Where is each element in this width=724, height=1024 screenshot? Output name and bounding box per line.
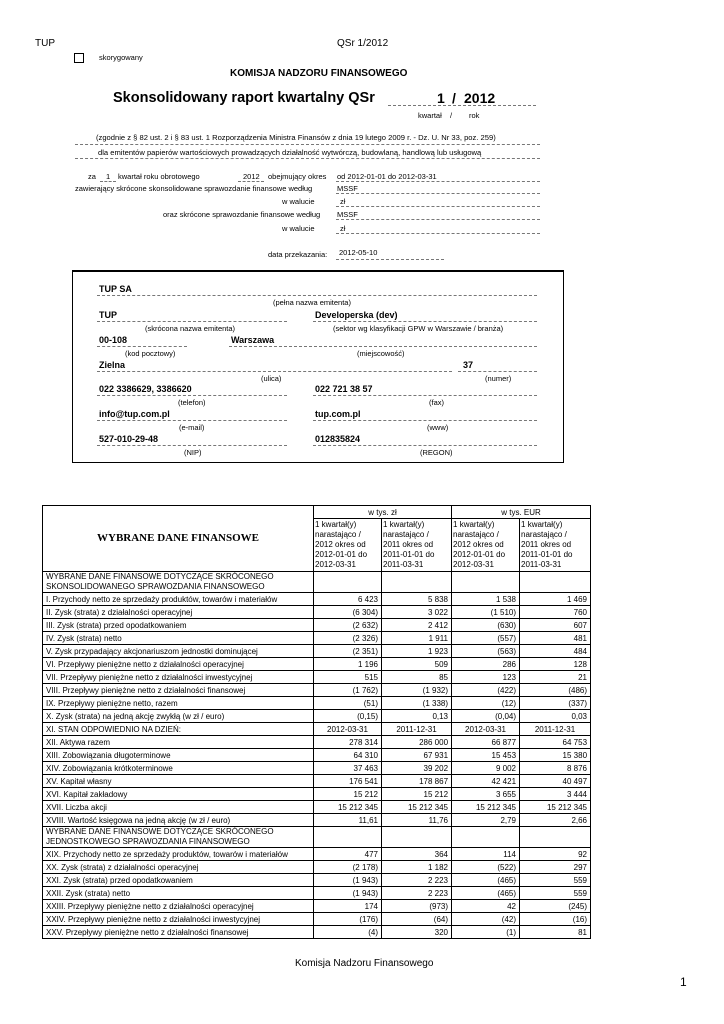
consolidated-label: zawierający skrócone skonsolidowane sprawozdanie finansowe według (75, 184, 313, 193)
value-cell: 40 497 (520, 775, 591, 788)
issuer-email-label: (e-mail) (179, 423, 205, 432)
table-row (43, 645, 591, 658)
title-quarter: 1 (437, 90, 445, 106)
section-row (43, 572, 591, 593)
financial-table (42, 505, 591, 939)
consolidated-line (336, 193, 540, 194)
period-header-line: 2012-01-01 do (453, 550, 506, 559)
value-cell: 3 022 (382, 606, 452, 619)
www-line (313, 420, 537, 421)
value-cell: 559 (520, 887, 591, 900)
row-label: XVIII. Wartość księgowa na jedną akcję (w zł / euro) (43, 814, 314, 827)
row-label: XXI. Zysk (strata) przed opodatkowaniem (43, 874, 314, 887)
issuer-full-name-label: (pełna nazwa emitenta) (273, 298, 351, 307)
issuer-postal: 00-108 (99, 335, 128, 345)
header-left: TUP (35, 38, 55, 49)
value-cell: (2 632) (314, 619, 382, 632)
title-sub-year: rok (469, 111, 480, 120)
date-line (336, 259, 444, 260)
issuer-postal-label: (kod pocztowy) (125, 349, 176, 358)
value-cell: 2 412 (382, 619, 452, 632)
currency-line (336, 206, 540, 207)
title-sub-quarter: kwartał (418, 111, 442, 120)
table-row (43, 887, 591, 900)
header-center: QSr 1/2012 (337, 38, 389, 49)
value-cell: (12) (452, 697, 520, 710)
value-cell: 21 (520, 671, 591, 684)
row-label: XII. Aktywa razem (43, 736, 314, 749)
row-label: IV. Zysk (strata) netto (43, 632, 314, 645)
value-cell: 515 (314, 671, 382, 684)
value-cell: 297 (520, 861, 591, 874)
issuer-fax: 022 721 38 57 (315, 384, 373, 394)
title-slash: / (452, 90, 456, 106)
commission-title: KOMISJA NADZORU FINANSOWEGO (230, 68, 408, 79)
row-label: XVII. Liczba akcji (43, 801, 314, 814)
phone-line (97, 395, 287, 396)
value-cell: 2,79 (452, 814, 520, 827)
table-header-currency-row (43, 506, 591, 519)
consolidated-value: MSSF (337, 184, 358, 193)
issuer-regon-label: (REGON) (420, 448, 453, 457)
period-header-line: 1 kwartał(y) (521, 520, 563, 529)
section-label (43, 827, 314, 848)
value-cell: 128 (520, 658, 591, 671)
value-cell: 15 212 345 (520, 801, 591, 814)
value-cell: 0,13 (382, 710, 452, 723)
table-row (43, 788, 591, 801)
row-label: XXIII. Przepływy pieniężne netto z działalności operacyjnej (43, 900, 314, 913)
issuer-sector: Developerska (dev) (315, 310, 398, 320)
section-row (43, 827, 591, 848)
table-title: WYBRANE DANE FINANSOWE (43, 506, 314, 572)
row-label: II. Zysk (strata) z działalności operacyjnej (43, 606, 314, 619)
currency2-line (336, 233, 540, 234)
table-row (43, 861, 591, 874)
table-row (43, 658, 591, 671)
number-line (458, 371, 537, 372)
legal-scope-line (75, 158, 540, 159)
issuer-nip-label: (NIP) (184, 448, 202, 457)
value-cell: (630) (452, 619, 520, 632)
value-cell: (563) (452, 645, 520, 658)
value-cell: 1 923 (382, 645, 452, 658)
eur-header: w tys. EUR (452, 506, 591, 519)
table-row (43, 697, 591, 710)
empty-cell (520, 827, 591, 848)
value-cell: 85 (382, 671, 452, 684)
row-label: XX. Zysk (strata) z działalności operacyjnej (43, 861, 314, 874)
table-row (43, 874, 591, 887)
value-cell: 1 182 (382, 861, 452, 874)
table-row (43, 762, 591, 775)
value-cell: (4) (314, 926, 382, 939)
period-header-line: 1 kwartał(y) (453, 520, 495, 529)
issuer-nip: 527-010-29-48 (99, 434, 159, 444)
value-cell: 2,66 (520, 814, 591, 827)
value-cell: 1 538 (452, 593, 520, 606)
footer-text: Komisja Nadzoru Finansowego (295, 958, 434, 969)
value-cell: 760 (520, 606, 591, 619)
legal-basis-line (75, 144, 540, 145)
value-cell: 1 196 (314, 658, 382, 671)
period-header-cell (314, 519, 382, 572)
period-header-cell (382, 519, 452, 572)
period-header-line: 2011-03-31 (383, 560, 424, 569)
table-row (43, 900, 591, 913)
value-cell: (1 943) (314, 887, 382, 900)
row-label: I. Przychody netto ze sprzedaży produktów, towarów i materiałów (43, 593, 314, 606)
value-cell: (1 932) (382, 684, 452, 697)
empty-cell (452, 827, 520, 848)
period-header-line: 2011 okres od (521, 540, 572, 549)
empty-cell (314, 572, 382, 593)
currency2-label: w walucie (282, 224, 315, 233)
email-line (97, 420, 287, 421)
value-cell: 5 838 (382, 593, 452, 606)
regon-line (313, 445, 537, 446)
value-cell: 1 469 (520, 593, 591, 606)
table-row (43, 913, 591, 926)
value-cell: 39 202 (382, 762, 452, 775)
period-header-line: 2012-03-31 (453, 560, 494, 569)
short-name-line (97, 321, 287, 322)
issuer-number-label: (numer) (485, 374, 512, 383)
period-header-line: 2011 okres od (383, 540, 434, 549)
page-number: 1 (680, 975, 687, 989)
corrected-checkbox[interactable] (74, 53, 84, 63)
legal-scope: dla emitentów papierów wartościowych prowadzących działalność wytwórczą, budowlaną, handlową lub usługową (98, 148, 482, 157)
row-label: XXIV. Przepływy pieniężne netto z działalności inwestycyjnej (43, 913, 314, 926)
issuer-short-name: TUP (99, 310, 117, 320)
fax-line (313, 395, 537, 396)
postal-line (97, 346, 187, 347)
value-cell: (51) (314, 697, 382, 710)
value-cell: (337) (520, 697, 591, 710)
value-cell: 81 (520, 926, 591, 939)
value-cell: 9 002 (452, 762, 520, 775)
section-label (43, 572, 314, 593)
section-label-line: JEDNOSTKOWEGO SPRAWOZDANIA FINANSOWEGO (46, 837, 250, 846)
row-label: V. Zysk przypadający akcjonariuszom jednostki dominującej (43, 645, 314, 658)
value-cell: 15 453 (452, 749, 520, 762)
value-cell: 509 (382, 658, 452, 671)
value-cell: 364 (382, 848, 452, 861)
value-cell: (1 510) (452, 606, 520, 619)
quarter-no-line (100, 181, 116, 182)
issuer-phone: 022 3386629, 3386620 (99, 384, 192, 394)
value-cell: 2012-03-31 (452, 723, 520, 736)
section-label-line: WYBRANE DANE FINANSOWE DOTYCZĄCE SKRÓCONEGO (46, 572, 274, 581)
value-cell: (973) (382, 900, 452, 913)
empty-cell (452, 572, 520, 593)
issuer-email[interactable]: info@tup.com.pl (99, 409, 170, 419)
table-row (43, 848, 591, 861)
value-cell: 67 931 (382, 749, 452, 762)
issuer-www-label: (www) (427, 423, 449, 432)
issuer-phone-label: (telefon) (178, 398, 206, 407)
empty-cell (382, 572, 452, 593)
value-cell: (557) (452, 632, 520, 645)
period-quarter-label: kwartał roku obrotowego (118, 172, 200, 181)
issuer-number: 37 (463, 360, 474, 370)
date-value: 2012-05-10 (339, 248, 378, 257)
value-cell: (42) (452, 913, 520, 926)
value-cell: 481 (520, 632, 591, 645)
report-title: Skonsolidowany raport kwartalny QSr (113, 90, 375, 106)
table-row (43, 749, 591, 762)
table-row (43, 684, 591, 697)
issuer-city-label: (miejscowość) (357, 349, 405, 358)
row-label: XVI. Kapitał zakładowy (43, 788, 314, 801)
value-cell: 15 212 (382, 788, 452, 801)
issuer-full-name: TUP SA (99, 284, 132, 294)
issuer-www[interactable]: tup.com.pl (315, 409, 361, 419)
value-cell: 2012-03-31 (314, 723, 382, 736)
year-line (238, 181, 264, 182)
value-cell: 15 212 345 (382, 801, 452, 814)
period-header-cell (452, 519, 520, 572)
period-header-line: 2011-01-01 do (383, 550, 435, 559)
separate-line (336, 219, 540, 220)
pln-header: w tys. zł (314, 506, 452, 519)
value-cell: 286 000 (382, 736, 452, 749)
value-cell: (245) (520, 900, 591, 913)
value-cell: (1) (452, 926, 520, 939)
value-cell: (486) (520, 684, 591, 697)
row-label: XXV. Przepływy pieniężne netto z działalności finansowej (43, 926, 314, 939)
row-label: XV. Kapitał własny (43, 775, 314, 788)
value-cell: 484 (520, 645, 591, 658)
row-label: III. Zysk (strata) przed opodatkowaniem (43, 619, 314, 632)
title-year: 2012 (464, 90, 496, 106)
sector-line (313, 321, 537, 322)
table-row (43, 710, 591, 723)
value-cell: 2011-12-31 (382, 723, 452, 736)
value-cell: (176) (314, 913, 382, 926)
value-cell: 2011-12-31 (520, 723, 591, 736)
period-covering-value: od 2012-01-01 do 2012-03-31 (337, 172, 437, 181)
section-label-line: WYBRANE DANE FINANSOWE DOTYCZĄCE SKRÓCONEGO (46, 827, 274, 836)
table-row (43, 775, 591, 788)
nip-line (97, 445, 287, 446)
value-cell: 3 444 (520, 788, 591, 801)
corrected-label: skorygowany (99, 53, 143, 62)
value-cell: 15 212 345 (314, 801, 382, 814)
value-cell: 66 877 (452, 736, 520, 749)
table-row (43, 723, 591, 736)
value-cell: 174 (314, 900, 382, 913)
value-cell: 286 (452, 658, 520, 671)
issuer-city: Warszawa (231, 335, 275, 345)
value-cell: 11,61 (314, 814, 382, 827)
period-header-line: narastająco / (453, 530, 499, 539)
value-cell: 123 (452, 671, 520, 684)
currency2-value: zł (340, 224, 346, 233)
value-cell: 2 223 (382, 887, 452, 900)
row-label: X. Zysk (strata) na jedną akcję zwykłą (w zł / euro) (43, 710, 314, 723)
value-cell: 176 541 (314, 775, 382, 788)
city-line (229, 346, 537, 347)
table-row (43, 736, 591, 749)
value-cell: (1 943) (314, 874, 382, 887)
value-cell: 559 (520, 874, 591, 887)
value-cell: (2 326) (314, 632, 382, 645)
value-cell: (522) (452, 861, 520, 874)
title-underline (388, 105, 536, 106)
period-header-line: 1 kwartał(y) (315, 520, 357, 529)
legal-basis: (zgodnie z § 82 ust. 2 i § 83 ust. 1 Rozporządzenia Ministra Finansów z dnia 19 lutego 2009 r. - Dz. U. Nr 33, poz. 259) (96, 133, 496, 142)
period-header-line: 2011-01-01 do (521, 550, 573, 559)
separate-label: oraz skrócone sprawozdanie finansowe według (163, 210, 321, 219)
period-header-line: 1 kwartał(y) (383, 520, 425, 529)
issuer-street: Zielna (99, 360, 126, 370)
table-row (43, 801, 591, 814)
value-cell: 8 876 (520, 762, 591, 775)
issuer-short-name-label: (skrócona nazwa emitenta) (145, 324, 236, 333)
value-cell: 15 212 345 (452, 801, 520, 814)
value-cell: (465) (452, 887, 520, 900)
value-cell: 2 223 (382, 874, 452, 887)
currency-value: zł (340, 197, 346, 206)
table-row (43, 593, 591, 606)
value-cell: (422) (452, 684, 520, 697)
date-label: data przekazania: (268, 250, 328, 259)
table-row (43, 619, 591, 632)
value-cell: 42 421 (452, 775, 520, 788)
value-cell: 6 423 (314, 593, 382, 606)
value-cell: (64) (382, 913, 452, 926)
value-cell: 1 911 (382, 632, 452, 645)
row-label: VI. Przepływy pieniężne netto z działalności operacyjnej (43, 658, 314, 671)
value-cell: 3 655 (452, 788, 520, 801)
value-cell: 92 (520, 848, 591, 861)
full-name-line (97, 295, 537, 296)
value-cell: 37 463 (314, 762, 382, 775)
period-header-line: 2012-01-01 do (315, 550, 368, 559)
value-cell: 64 310 (314, 749, 382, 762)
table-row (43, 606, 591, 619)
value-cell: (2 351) (314, 645, 382, 658)
issuer-sector-label: (sektor wg klasyfikacji GPW w Warszawie / branża) (333, 324, 504, 333)
period-covering-label: obejmujący okres (268, 172, 327, 181)
value-cell: 11,76 (382, 814, 452, 827)
value-cell: 278 314 (314, 736, 382, 749)
value-cell: 42 (452, 900, 520, 913)
value-cell: 607 (520, 619, 591, 632)
value-cell: 64 753 (520, 736, 591, 749)
currency-label: w walucie (282, 197, 315, 206)
period-header-cell (520, 519, 591, 572)
value-cell: 114 (452, 848, 520, 861)
separate-value: MSSF (337, 210, 358, 219)
row-label: IX. Przepływy pieniężne netto, razem (43, 697, 314, 710)
value-cell: (1 338) (382, 697, 452, 710)
issuer-fax-label: (fax) (429, 398, 444, 407)
period-za: za (88, 172, 96, 181)
value-cell: (2 178) (314, 861, 382, 874)
row-label: XI. STAN ODPOWIEDNIO NA DZIEŃ: (43, 723, 314, 736)
empty-cell (382, 827, 452, 848)
row-label: XIX. Przychody netto ze sprzedaży produktów, towarów i materiałów (43, 848, 314, 861)
period-header-line: narastająco / (315, 530, 361, 539)
table-row (43, 926, 591, 939)
table-row (43, 671, 591, 684)
row-label: VII. Przepływy pieniężne netto z działalności inwestycyjnej (43, 671, 314, 684)
value-cell: (465) (452, 874, 520, 887)
value-cell: 178 867 (382, 775, 452, 788)
issuer-street-label: (ulica) (261, 374, 282, 383)
row-label: XIII. Zobowiązania długoterminowe (43, 749, 314, 762)
value-cell: (0,15) (314, 710, 382, 723)
value-cell: (0,04) (452, 710, 520, 723)
value-cell: 15 212 (314, 788, 382, 801)
value-cell: (16) (520, 913, 591, 926)
value-cell: (1 762) (314, 684, 382, 697)
row-label: XXII. Zysk (strata) netto (43, 887, 314, 900)
table-row (43, 632, 591, 645)
value-cell: 0,03 (520, 710, 591, 723)
period-quarter-no: 1 (106, 172, 111, 181)
empty-cell (520, 572, 591, 593)
period-header-line: narastająco / (521, 530, 567, 539)
period-header-line: 2012 okres od (453, 540, 504, 549)
row-label: VIII. Przepływy pieniężne netto z działalności finansowej (43, 684, 314, 697)
table-row (43, 814, 591, 827)
value-cell: 320 (382, 926, 452, 939)
period-header-line: 2012 okres od (315, 540, 366, 549)
value-cell: 15 380 (520, 749, 591, 762)
period-header-line: 2011-03-31 (521, 560, 562, 569)
issuer-regon: 012835824 (315, 434, 361, 444)
street-line (97, 371, 452, 372)
empty-cell (314, 827, 382, 848)
period-header-line: narastająco / (383, 530, 429, 539)
section-label-line: SKONSOLIDOWANEGO SPRAWOZDANIA FINANSOWEGO (46, 582, 265, 591)
title-sub-slash: / (450, 111, 453, 120)
value-cell: 477 (314, 848, 382, 861)
period-header-line: 2012-03-31 (315, 560, 356, 569)
row-label: XIV. Zobowiązania krótkoterminowe (43, 762, 314, 775)
period-year: 2012 (243, 172, 260, 181)
covering-line (336, 181, 540, 182)
value-cell: (6 304) (314, 606, 382, 619)
